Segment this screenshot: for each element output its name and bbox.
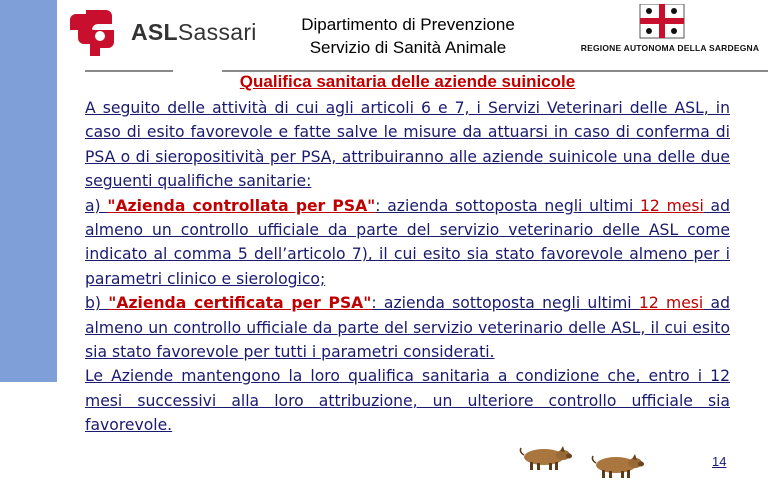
item-b-label: "Azienda certificata per PSA" [108,294,372,313]
service-name: Servizio di Sanità Animale [309,38,507,57]
pig-icon [516,442,572,472]
pig-icon [588,450,644,480]
region-caption: REGIONE AUTONOMA DELLA SARDEGNA [580,43,760,53]
asl-logo-text: ASLSassari [131,19,257,45]
item-b-months: 12 mesi [638,294,704,313]
slide-body [85,96,730,438]
page-number: 14 [712,454,727,469]
closing-paragraph: Le Aziende mantengono la loro qualifica sanitaria a condizione che, entro i 12 mesi successivi alla loro attribuzione, un ulteriore controllo ufficiale sia favorevole. [85,367,730,435]
item-a-months: 12 mesi [640,196,704,215]
slide-title: Qualifica sanitaria delle aziende suinicole [239,72,576,91]
item-a-label: "Azienda controllata per PSA" [107,196,376,215]
intro-paragraph: A seguito delle attività di cui agli articoli 6 e 7, i Servizi Veterinari delle ASL, in caso di esito favorevole e fatte salve le misure da attuarsi in caso di conferma di PSA o di sieropositività per PSA, attribuiranno alle aziende suinicole una delle due seguenti qualifiche sanitarie: [85,99,730,191]
sardinia-moors-flag-icon [572,4,768,62]
department-header [270,13,546,59]
left-sidebar-band [0,0,57,382]
item-b: b) "Azienda certificata per PSA": azienda sottoposta negli ultimi 12 mesi ad almeno un controllo ufficiale da parte del servizio veterinario delle ASL, il cui esito sia stato favorevole per tutti i parametri considerati. [85,294,730,362]
department-name: Dipartimento di Prevenzione [301,15,515,34]
item-a: a) "Azienda controllata per PSA": azienda sottoposta negli ultimi 12 mesi ad almeno un controllo ufficiale da parte del servizio veterinario delle ASL come indicato al comma 5 dell’articolo 7), il cui esito sia stato favorevole almeno per i parametri clinico e sierologico; [85,196,730,288]
